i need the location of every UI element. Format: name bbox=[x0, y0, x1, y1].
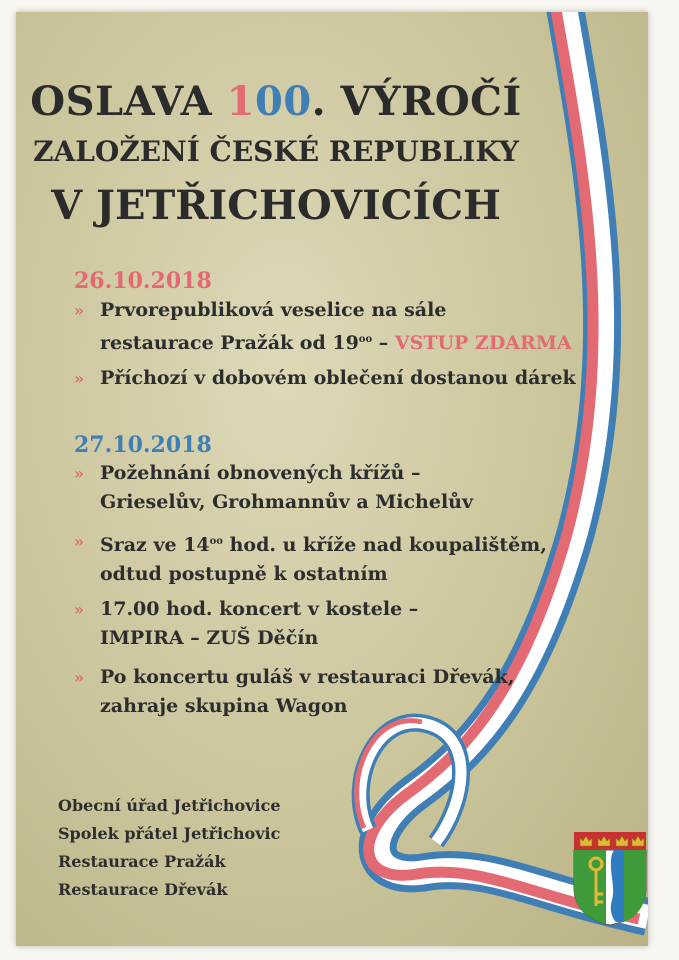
arrow-icon: » bbox=[74, 600, 84, 619]
date-day-1: 26.10.2018 bbox=[74, 268, 212, 294]
coat-of-arms-icon bbox=[572, 830, 648, 926]
organizer-3: Restaurace Pražák bbox=[58, 852, 226, 871]
list-item: » Prvorepubliková veselice na sále restaurace Pražák od $19^{oo}$ – VSTUP ZDARMA bbox=[74, 296, 554, 354]
organizer-1: Obecní úřad Jetřichovice bbox=[58, 796, 281, 815]
title-number-zeros: 00 bbox=[254, 78, 312, 125]
list-item: » Příchozí v dobovém oblečení dostanou dárek bbox=[74, 364, 554, 393]
list-item: » 17.00 hod. koncert v kostele – IMPIRA – ZUŠ Děčín bbox=[74, 595, 554, 653]
poster bbox=[16, 12, 648, 946]
organizer-4: Restaurace Dřevák bbox=[58, 880, 228, 899]
list-item: » Požehnání obnovených křížů – Grieselův, Grohmannův a Michelův bbox=[74, 459, 554, 517]
list-item: » Sraz ve $14^{oo}$ hod. u kříže nad koupalištěm, odtud postupně k ostatním bbox=[74, 527, 554, 585]
arrow-icon: » bbox=[74, 369, 84, 388]
organizer-2: Spolek přátel Jetřichovic bbox=[58, 824, 281, 843]
title-line-3: V JETŘICHOVICÍCH bbox=[51, 182, 501, 229]
arrow-icon: » bbox=[74, 464, 84, 483]
title-number-one: 1 bbox=[226, 78, 255, 125]
list-item: » Po koncertu guláš v restauraci Dřevák, zahraje skupina Wagon bbox=[74, 663, 554, 721]
title-line-1: OSLAVA 100. VÝROČÍ bbox=[30, 78, 522, 125]
arrow-icon: » bbox=[74, 668, 84, 687]
free-entry-label: VSTUP ZDARMA bbox=[394, 332, 572, 354]
arrow-icon: » bbox=[74, 301, 84, 320]
arrow-icon: » bbox=[74, 532, 84, 551]
title-line-2: ZALOŽENÍ ČESKÉ REPUBLIKY bbox=[33, 135, 519, 168]
date-day-2: 27.10.2018 bbox=[74, 432, 212, 458]
